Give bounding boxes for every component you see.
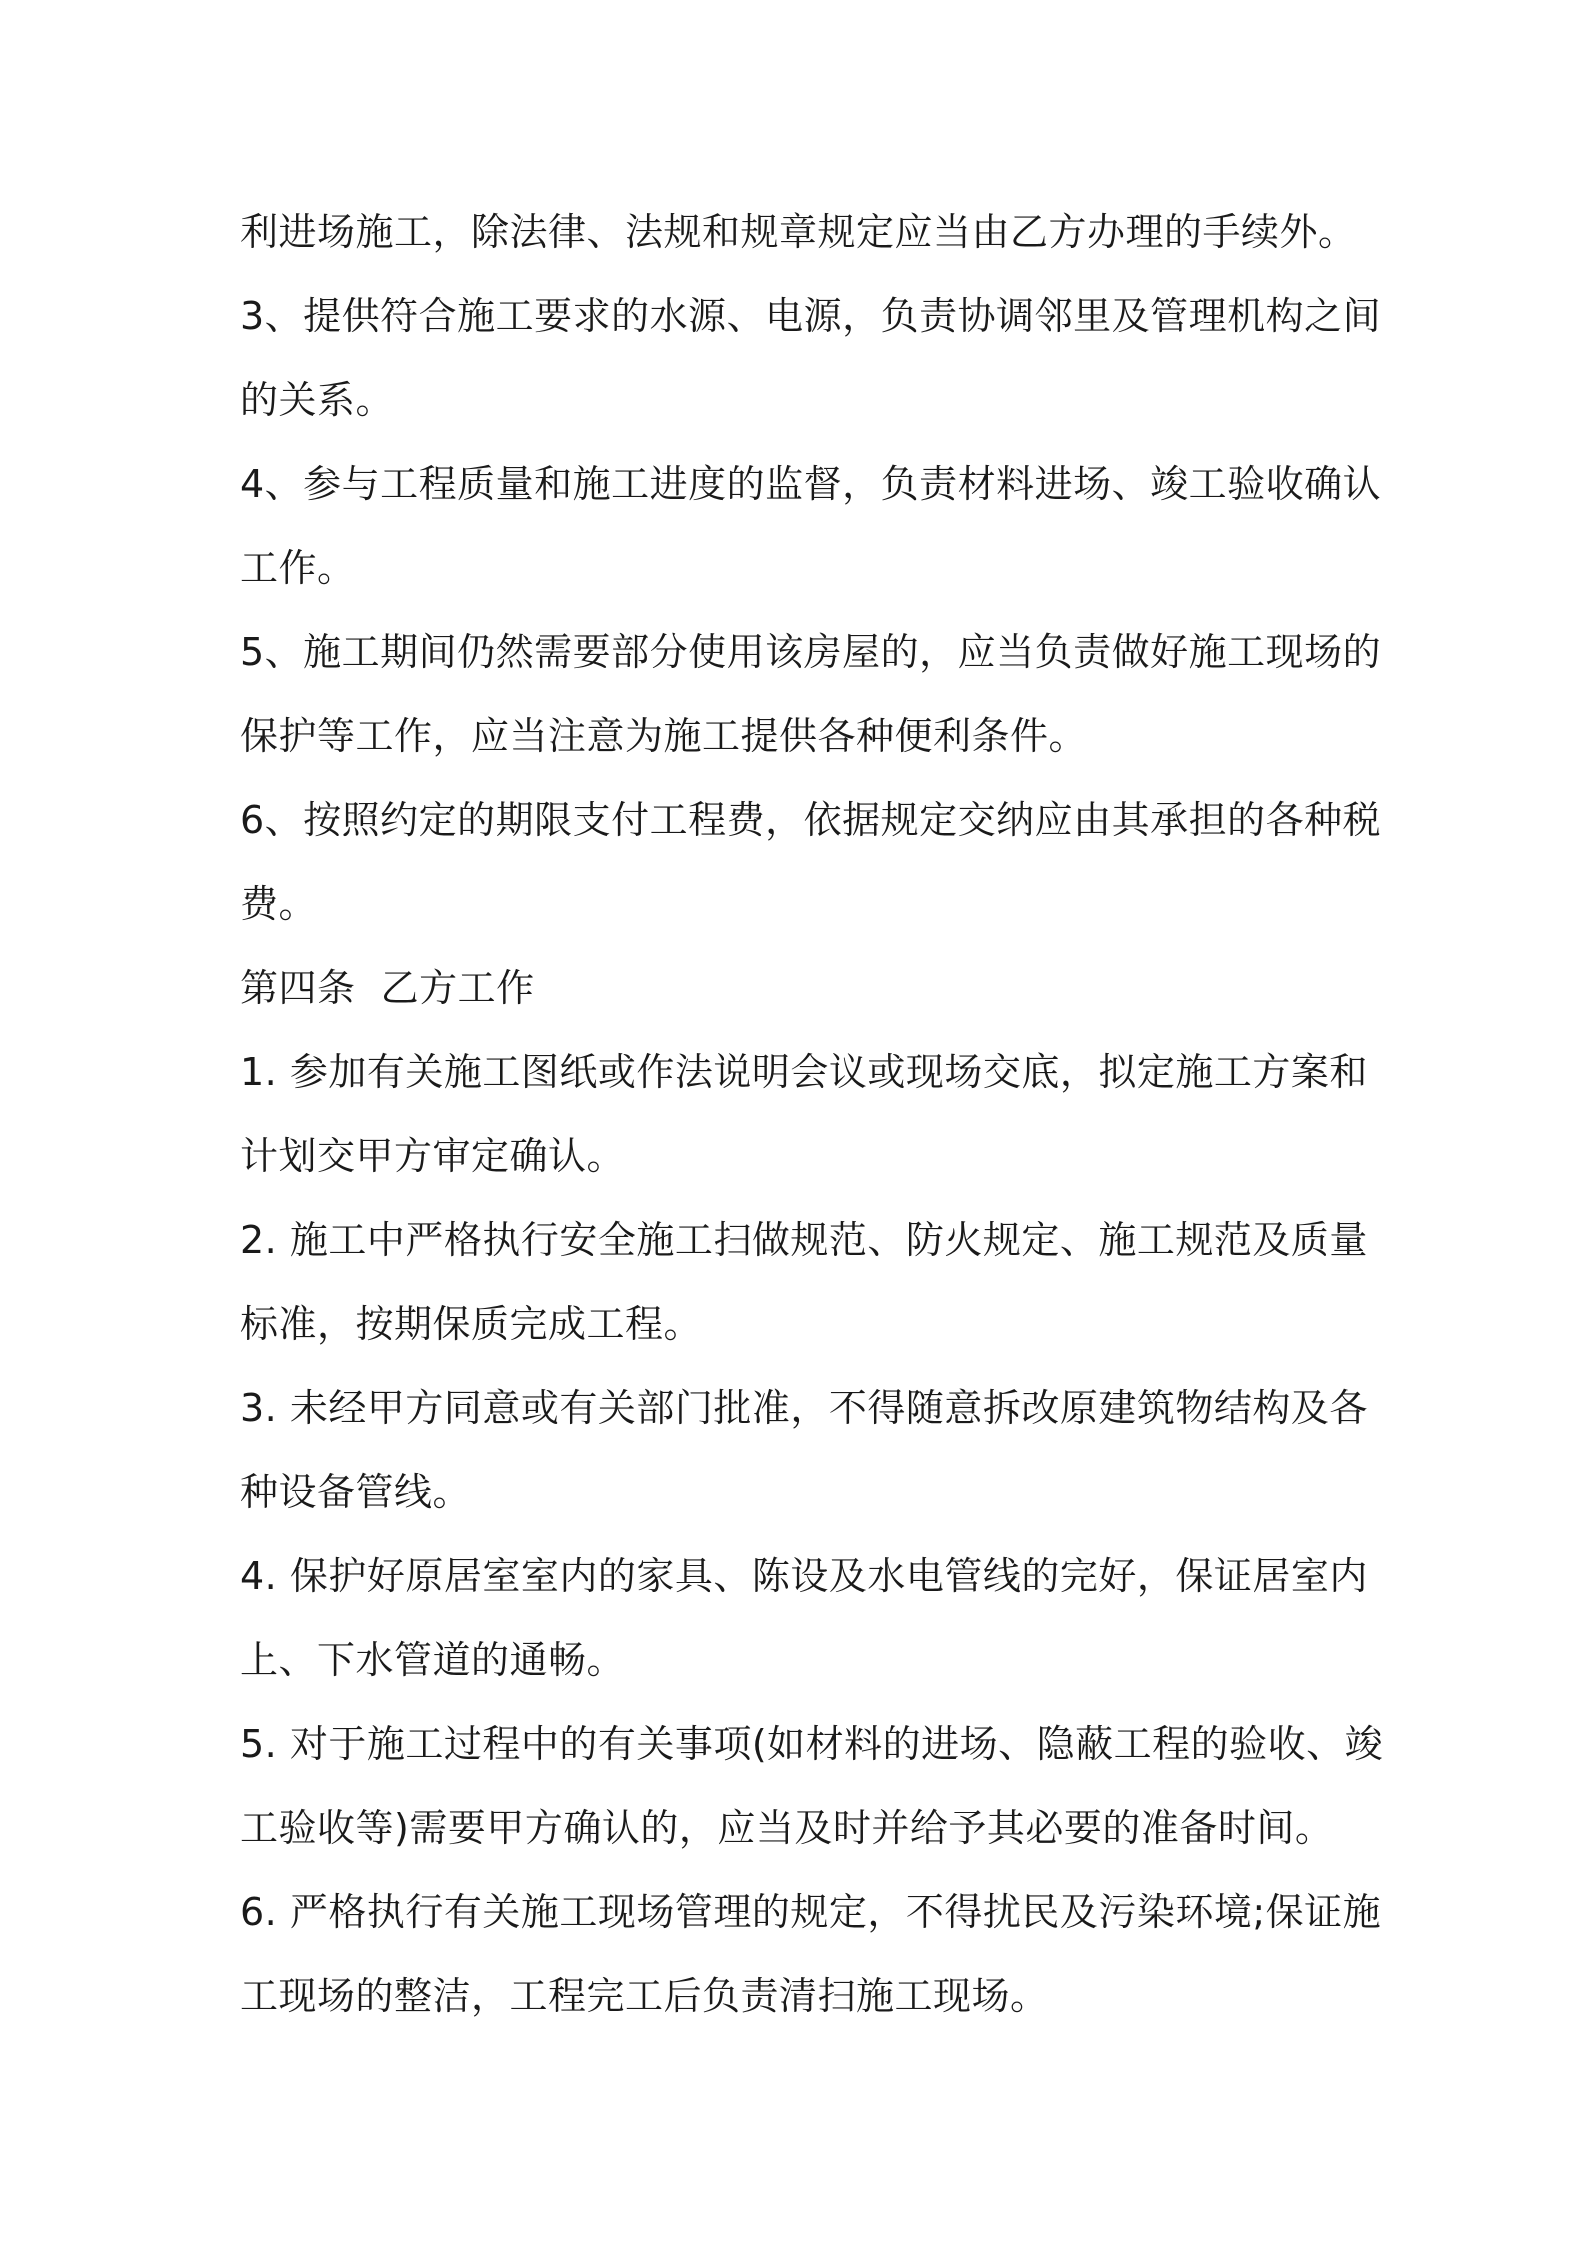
text-line: 上、下水管道的通畅。 bbox=[240, 1638, 626, 1682]
text-line: 工作。 bbox=[240, 546, 356, 590]
text-line: 种设备管线。 bbox=[240, 1470, 472, 1514]
text-line: 利进场施工，除法律、法规和规章规定应当由乙方办理的手续外。 bbox=[240, 210, 1357, 254]
text-line: 1. 参加有关施工图纸或作法说明会议或现场交底，拟定施工方案和 bbox=[240, 1050, 1368, 1094]
text-line: 工验收等)需要甲方确认的，应当及时并给予其必要的准备时间。 bbox=[240, 1806, 1334, 1850]
text-line: 2. 施工中严格执行安全施工扫做规范、防火规定、施工规范及质量 bbox=[240, 1218, 1368, 1262]
text-line: 工现场的整洁，工程完工后负责清扫施工现场。 bbox=[240, 1974, 1049, 2018]
document-body bbox=[240, 190, 1384, 2038]
text-line: 标准，按期保质完成工程。 bbox=[240, 1302, 703, 1346]
text-line: 4. 保护好原居室室内的家具、陈设及水电管线的完好，保证居室内 bbox=[240, 1554, 1368, 1598]
text-line: 5、施工期间仍然需要部分使用该房屋的，应当负责做好施工现场的 bbox=[240, 630, 1382, 674]
text-line: 4、参与工程质量和施工进度的监督，负责材料进场、竣工验收确认 bbox=[240, 462, 1382, 506]
text-line: 计划交甲方审定确认。 bbox=[240, 1134, 626, 1178]
text-line: 3、提供符合施工要求的水源、电源，负责协调邻里及管理机构之间 bbox=[240, 294, 1382, 338]
text-line: 6. 严格执行有关施工现场管理的规定，不得扰民及污染环境;保证施 bbox=[240, 1890, 1382, 1934]
section-heading: 第四条 乙方工作 bbox=[240, 966, 535, 1010]
text-line: 6、按照约定的期限支付工程费，依据规定交纳应由其承担的各种税 bbox=[240, 798, 1382, 842]
text-line: 的关系。 bbox=[240, 378, 395, 422]
text-line: 3. 未经甲方同意或有关部门批准，不得随意拆改原建筑物结构及各 bbox=[240, 1386, 1368, 1430]
text-line: 5. 对于施工过程中的有关事项(如材料的进场、隐蔽工程的验收、竣 bbox=[240, 1722, 1384, 1766]
text-line: 保护等工作，应当注意为施工提供各种便利条件。 bbox=[240, 714, 1088, 758]
text-line: 费。 bbox=[240, 882, 318, 926]
